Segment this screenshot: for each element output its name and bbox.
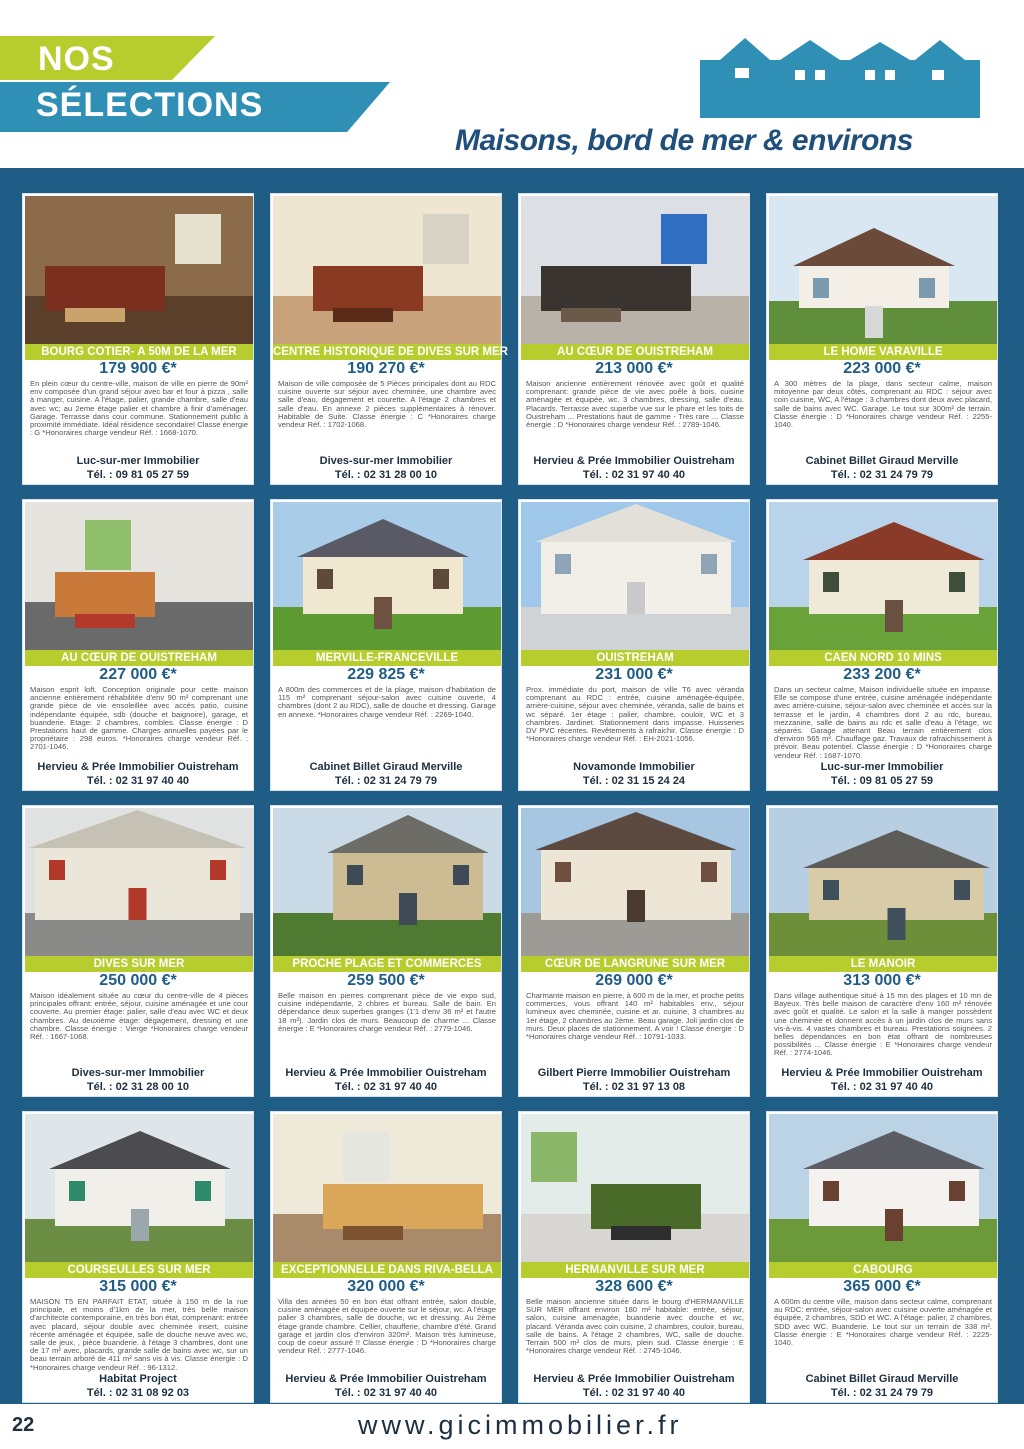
- page-header: [0, 0, 1024, 168]
- listing-photo[interactable]: [25, 196, 253, 344]
- listing-description: A 600m du centre ville, maison dans secteur calme, comprenant au RDC: entrée, séjour-salon avec cuisine ouverte aménagée et équipée, 2 chambres, SDD et WC. A l'étage: palier, 2 chambres, SDD avec WC. Buanderie. Le tout sur un terrain de 338 m². Classe énergie : E *Honoraires charge vendeur Réf. : 2225-1040.: [774, 1297, 992, 1348]
- listing-price: 229 825 €*: [347, 666, 425, 683]
- listing-phone[interactable]: Tél. : 09 81 05 27 59: [830, 775, 934, 787]
- listing-photo[interactable]: [769, 196, 997, 344]
- houses-skyline-icon: [700, 30, 980, 118]
- listing-phone[interactable]: Tél. : 02 31 24 79 79: [830, 469, 934, 481]
- listing-agency: Hervieu & Prée Immobilier Ouistreham: [37, 761, 239, 773]
- listing-description: Maison esprit loft. Conception originale pour cette maison ancienne entièrement réhabilitée d'env 90 m² comprenant une grande pièce de vie ensoleillée avec accès patio, cuisine indépendante équipée, sdb (douche et baignoire), garage, et buanderie. Etage: 2 chambres, combles. Classe énergie : D Prestations haut de gamme. Charges annuelles payées par le propriétaire : 298 euros. *Honoraires charge vendeur Réf. : 2701-1046.: [30, 685, 248, 752]
- listing-price: 231 000 €*: [595, 666, 673, 683]
- listing-phone[interactable]: Tél. : 02 31 97 40 40: [582, 469, 686, 481]
- listing-location: CABOURG: [769, 1262, 997, 1278]
- page-number: 22: [12, 1414, 35, 1436]
- website-link[interactable]: www.gicimmobilier.fr: [358, 1410, 683, 1440]
- listing-agency: Habitat Project: [99, 1373, 177, 1385]
- listing-price: 227 000 €*: [99, 666, 177, 683]
- listing-photo[interactable]: [769, 1114, 997, 1262]
- listing-photo[interactable]: [521, 196, 749, 344]
- listing-location: AU CŒUR DE OUISTREHAM: [25, 650, 253, 666]
- listing-agency: Cabinet Billet Giraud Merville: [309, 761, 463, 773]
- listing-agency: Hervieu & Prée Immobilier Ouistreham: [285, 1067, 487, 1079]
- listing-agency: Hervieu & Prée Immobilier Ouistreham: [533, 1373, 735, 1385]
- listing-price: 315 000 €*: [99, 1278, 177, 1295]
- listing-agency: Hervieu & Prée Immobilier Ouistreham: [533, 455, 735, 467]
- listing-location: OUISTREHAM: [521, 650, 749, 666]
- listing-description: Belle maison ancienne située dans le bourg d'HERMANVILLE SUR MER offrant environ 180 m² habitable: entrée, séjour, salon, cuisine aménagée, buanderie avec douche et wc, placard. Véranda avec coin cuisine, 2 chambres, couloir, bureau, salle de bains. A l'étage 2 chambres, WC, salle de douche. Terrain 500 m² clos de murs, plein sud. Classe énergie : E *Honoraires charge vendeur Réf. : 2745-1046.: [526, 1297, 744, 1356]
- listing-description: Dans un secteur calme, Maison individuelle située en impasse. Elle se compose d'une entrée, cuisine aménagée indépendante avec arrière-cuisine, séjour-salon avec cheminée et accès sur la terrasse et le jardin, 4 chambres dont 2 au rdc, bureau, mezzanine, salle de bains au rdc et salle d'eau à l'étage, wc séparés. Garage attenant Beau terrain entièrement clos d'environ 565 m². Chauffage gaz. Travaux de rafraichissement à prévoir. Beau potentiel. Classe énergie : D *Honoraires charge vendeur Réf. : 1687-1070.: [774, 685, 992, 760]
- listing-card[interactable]: [270, 499, 502, 791]
- listing-description: En plein cœur du centre-ville, maison de ville en pierre de 90m² env composée d'un grand séjour avec bar et four à pizza , salle à manger, cuisine. A l'étage, palier, grande chambre, salle d'eau avec wc; au 2eme étage palier et chambre à finir d'aménager. Garage. Terrasse dans cour commune. Stationnement public à proximité immédiate. Idéal résidence secondaire! Classe énergie : G *Honoraires charge vendeur Réf. : 1668-1070.: [30, 379, 248, 438]
- listing-card[interactable]: [518, 1111, 750, 1403]
- listing-description: A 800m des commerces et de la plage, maison d'habitation de 115 m² comprenant séjour-salon avec cuisine ouverte, 4 chambres (dont 2 au RDC), salle de douche et dressing. Garage en annexe. *Honoraires charge vendeur Réf. : 2269-1040.: [278, 685, 496, 719]
- listing-card[interactable]: [518, 499, 750, 791]
- listing-description: Maison de ville composée de 5 Pièces principales dont au RDC cuisine ouverte sur séjour avec cheminée, une chambre avec salle d'eau, dégagement et courette. A l'étage 2 chambres et salle d'eau. En annexe 2 pièces supplémentaires à rénover. Habitable de Suite. Classe énergie : C *Honoraires charge vendeur Réf. : 1702-1068.: [278, 379, 496, 430]
- header-title-line1: NOS: [38, 40, 115, 78]
- listing-card[interactable]: [22, 805, 254, 1097]
- listing-location: MERVILLE-FRANCEVILLE: [273, 650, 501, 666]
- listings-grid: [22, 193, 1004, 1403]
- listing-phone[interactable]: Tél. : 02 31 97 40 40: [86, 775, 190, 787]
- listing-location: CENTRE HISTORIQUE DE DIVES SUR MER: [273, 346, 508, 358]
- listing-description: Dans village authentique situé à 15 mn des plages et 10 mn de Bayeux. Très belle maison de caractère d'env 160 m² rénovée avec goût et qualité. Le salon et la salle à manger possèdent une cheminée et donnent accès à un jardin clos de murs sans vis-à-vis. 4 vastes chambres et bureau. Prestations soignées. 2 belles dépendances en bon état offrant de nombreuses possibilités ... Classe énergie : E *Honoraires charge vendeur Réf. : 2774-1046.: [774, 991, 992, 1058]
- listing-card[interactable]: [766, 499, 998, 791]
- listing-price: 313 000 €*: [843, 972, 921, 989]
- listing-card[interactable]: [22, 1111, 254, 1403]
- listing-agency: Dives-sur-mer Immobilier: [71, 1067, 205, 1079]
- listing-phone[interactable]: Tél. : 02 31 28 00 10: [86, 1081, 190, 1093]
- listing-description: Charmante maison en pierre, à 600 m de la mer, et proche petits commerces, vous offrant 140 m² habitables env., séjour lumineux avec cheminée, cuisine et ar. cuisine, 3 chambres au 1er étage, 2 chambres au 2ème. Beau garage. Joli jardin clos de murs. Deux places de stationnement. A voir ! Classe énergie : D *Honoraires charge vendeur Réf. : 10791-1033.: [526, 991, 744, 1042]
- listing-location: AU CŒUR DE OUISTREHAM: [521, 344, 749, 360]
- listing-phone[interactable]: Tél. : 02 31 28 00 10: [334, 469, 438, 481]
- listing-location: BOURG COTIER- A 50M DE LA MER: [25, 344, 253, 360]
- listing-price: 328 600 €*: [595, 1278, 673, 1295]
- listing-location: CAEN NORD 10 MINS: [769, 650, 997, 666]
- listing-photo[interactable]: [25, 808, 253, 956]
- listing-photo[interactable]: [273, 196, 501, 344]
- listing-phone[interactable]: Tél. : 02 31 15 24 24: [582, 775, 686, 787]
- listing-photo[interactable]: [273, 808, 501, 956]
- listing-phone[interactable]: Tél. : 02 31 97 40 40: [582, 1387, 686, 1399]
- listing-description: Prox. immédiate du port, maison de ville T6 avec véranda comprenant au RDC : entrée, cuisine aménagée-équipée, arrière-cuisine, séjour avec cheminée, véranda, salle de bains et wc séparé. 1er étage : palier, chambre, couloir, WC et 3 chambres. Jardinet. Stationnement dans impasse. Huisseries DV PVC récentes. Revêtements à rafraichir. Classe énergie : D *Honoraires charge vendeur Réf. : EH-2021-1056.: [526, 685, 744, 744]
- listing-photo[interactable]: [521, 502, 749, 650]
- listing-photo[interactable]: [25, 1114, 253, 1262]
- listing-location: EXCEPTIONNELLE DANS RIVA-BELLA: [273, 1262, 501, 1278]
- listing-location: HERMANVILLE SUR MER: [521, 1262, 749, 1278]
- listing-price: 179 900 €*: [99, 360, 177, 377]
- listing-description: Maison idéalement située au cœur du centre-ville de 4 pièces principales offrant: entrée, séjour, cuisine aménagée et une cour couverte. Au premier étage: palier, salle d'eau avec WC et deux chambres. Au deuxième étage: dégagement, dressing et une chambre. Classe énergie : Vierge *Honoraires charge vendeur Réf. : 1667-1068.: [30, 991, 248, 1042]
- listing-agency: Gilbert Pierre Immobilier Ouistreham: [537, 1067, 731, 1079]
- listing-phone[interactable]: Tél. : 02 31 97 40 40: [830, 1081, 934, 1093]
- listing-card[interactable]: [518, 805, 750, 1097]
- listing-card[interactable]: [766, 805, 998, 1097]
- listing-agency: Luc-sur-mer Immobilier: [820, 761, 944, 773]
- listing-location: LE MANOIR: [769, 956, 997, 972]
- listing-agency: Luc-sur-mer Immobilier: [76, 455, 200, 467]
- listing-card[interactable]: [270, 805, 502, 1097]
- listing-location: LE HOME VARAVILLE: [769, 344, 997, 360]
- listing-photo[interactable]: [521, 808, 749, 956]
- listing-description: A 300 mètres de la plage, dans secteur calme, maison mitoyenne par deux côtés, comprenant au RDC : séjour avec coin cuisine, WC, A l'étage : 3 chambres dont deux avec placard, salle de bains avec WC. Garage. Le tout sur 300m² de terrain. Classe énergie : D *Honoraires charge vendeur Réf. : 2255-1040.: [774, 379, 992, 430]
- listing-card[interactable]: [270, 1111, 502, 1403]
- listing-price: 259 500 €*: [347, 972, 425, 989]
- listing-phone[interactable]: Tél. : 02 31 97 13 08: [582, 1081, 686, 1093]
- listing-photo[interactable]: [521, 1114, 749, 1262]
- listing-location: CŒUR DE LANGRUNE SUR MER: [521, 956, 749, 972]
- listing-card[interactable]: [766, 193, 998, 485]
- listing-phone[interactable]: Tél. : 09 81 05 27 59: [86, 469, 190, 481]
- listing-card[interactable]: [766, 1111, 998, 1403]
- listing-card[interactable]: [22, 499, 254, 791]
- listing-agency: Novamonde Immobilier: [573, 761, 695, 773]
- listing-description: Belle maison en pierres comprenant pièce de vie expo sud, cuisine indépendante, 2 chbres et bureau. Salle de bain. En dépendance deux superbes granges (1'1 d'env 36 m² et l'autre 18 m²). Jardin clos de murs. Beaucoup de charme ... Classe énergie : E *Honoraires charge vendeur Réf. : 2779-1046.: [278, 991, 496, 1033]
- listing-agency: Cabinet Billet Giraud Merville: [805, 1373, 959, 1385]
- listing-price: 190 270 €*: [347, 360, 425, 377]
- listing-agency: Dives-sur-mer Immobilier: [319, 455, 453, 467]
- listing-card[interactable]: [518, 193, 750, 485]
- listing-photo[interactable]: [273, 502, 501, 650]
- listing-price: 250 000 €*: [99, 972, 177, 989]
- listing-price: 223 000 €*: [843, 360, 921, 377]
- listing-agency: Hervieu & Prée Immobilier Ouistreham: [781, 1067, 983, 1079]
- header-title-line2: SÉLECTIONS: [36, 86, 264, 124]
- listing-description: Villa des années 50 en bon état offrant entrée, salon double, cuisine aménagée et équipée ouverte sur le séjour, wc. A l'étage palier 3 chambres, salle de douche, wc et dressing. Au 2ème étage grande chambre. Cellier, chaufferie, chambre d'été. Grand garage et jardin clos d'environ 320m². Maison très lumineuse, coup de coeur assuré !! Classe énergie : D *Honoraires charge vendeur Réf. : 2777-1046.: [278, 1297, 496, 1356]
- listing-phone[interactable]: Tél. : 02 31 08 92 03: [86, 1387, 190, 1399]
- listing-photo[interactable]: [273, 1114, 501, 1262]
- listing-phone[interactable]: Tél. : 02 31 24 79 79: [830, 1387, 934, 1399]
- listing-phone[interactable]: Tél. : 02 31 97 40 40: [334, 1081, 438, 1093]
- listing-photo[interactable]: [769, 502, 997, 650]
- listing-location: DIVES SUR MER: [25, 956, 253, 972]
- listing-location: COURSEULLES SUR MER: [25, 1262, 253, 1278]
- listing-price: 213 000 €*: [595, 360, 673, 377]
- listing-card[interactable]: [270, 193, 508, 485]
- listing-description: MAISON T5 EN PARFAIT ETAT, située à 150 m de la rue principale, et moins d'1km de la mer, très belle maison d'architecte contemporaine, en très bon état, comprenant: entrée avec placard, séjour double avec cheminée insert, cuisine récente aménagée et équipée, salle de douche neuve avec wc, salle de jeux, , pièce buanderie. à l'étage 3 chambres, dont une de 17 m² avec, placards, grande salle de bains avec wc, sur un beau terrain arboré de 411 m² sans vis à vis. Classe énergie : D *Honoraires charge vendeur Réf. : 96-1312.: [30, 1297, 249, 1372]
- listing-photo[interactable]: [769, 808, 997, 956]
- header-subtitle: Maisons, bord de mer & environs: [455, 124, 913, 157]
- page-footer: [0, 1404, 1024, 1449]
- listing-phone[interactable]: Tél. : 02 31 97 40 40: [334, 1387, 438, 1399]
- listing-photo[interactable]: [25, 502, 253, 650]
- listing-agency: Cabinet Billet Giraud Merville: [805, 455, 959, 467]
- listing-price: 365 000 €*: [843, 1278, 921, 1295]
- listing-price: 233 200 €*: [843, 666, 921, 683]
- listing-card[interactable]: [22, 193, 254, 485]
- listing-description: Maison ancienne entièrement rénovée avec goût et qualité comprenant: grande pièce de vie avec poêle à bois, cuisine aménagée et équipée, wc. 3 chambres, dressing, salle d'eau. Placards. Terrasse avec superbe vue sur le phare et les toits de Ouistreham ... Prestations haut de gamme - Très rare ... Classe énergie : D *Honoraires charge vendeur Réf. : 2789-1046.: [526, 379, 744, 430]
- listing-location: PROCHE PLAGE ET COMMERCES: [273, 956, 501, 972]
- listing-price: 269 000 €*: [595, 972, 673, 989]
- listing-price: 320 000 €*: [347, 1278, 425, 1295]
- listing-phone[interactable]: Tél. : 02 31 24 79 79: [334, 775, 438, 787]
- listing-agency: Hervieu & Prée Immobilier Ouistreham: [285, 1373, 487, 1385]
